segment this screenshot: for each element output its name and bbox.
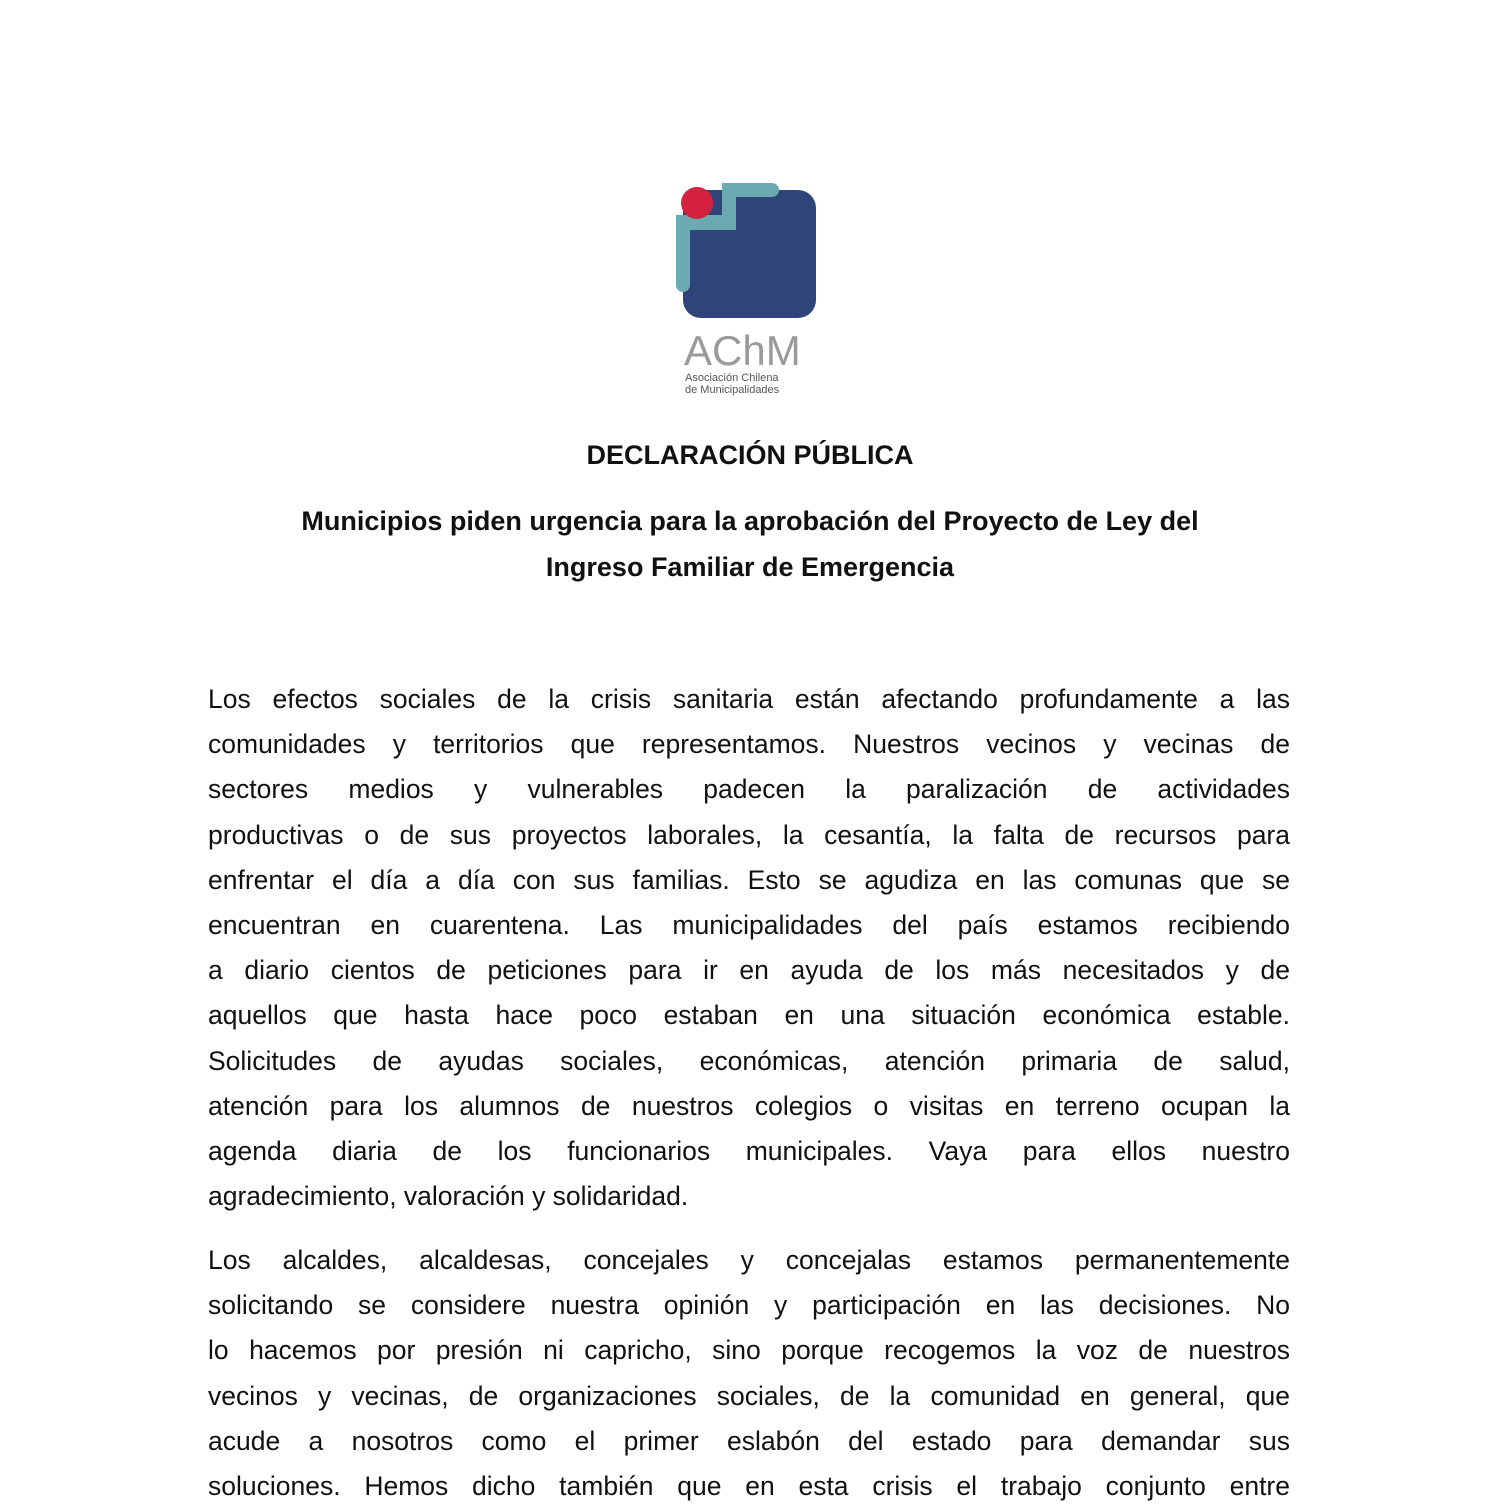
paragraph-1: [208, 677, 1290, 1219]
paragraph-line: Los efectos sociales de la crisis sanitaria están afectando profundamente a las: [208, 684, 1290, 714]
paragraph-line: solicitando se considere nuestra opinión y participación en las decisiones. No: [208, 1290, 1290, 1321]
paragraph-line: agradecimiento, valoración y solidaridad.: [208, 1181, 689, 1212]
paragraph-line: agenda diaria de los funcionarios municipales. Vaya para ellos nuestro: [208, 1135, 1290, 1166]
logo-name-line1: Asociación Chilena: [685, 372, 779, 384]
paragraph-line: aquellos que hasta hace poco estaban en una situación económica estable.: [208, 1000, 1290, 1031]
achm-logo: [660, 175, 840, 415]
achm-logo-mark: [660, 175, 840, 415]
paragraph-line: a diario cientos de peticiones para ir en ayuda de los más necesitados y de: [208, 955, 1290, 986]
paragraph-line: vecinos y vecinas, de organizaciones sociales, de la comunidad en general, que: [208, 1380, 1290, 1411]
paragraph-line: atención para los alumnos de nuestros colegios o visitas en terreno ocupan la: [208, 1090, 1290, 1121]
paragraph-line: Solicitudes de ayudas sociales, económicas, atención primaria de salud,: [208, 1045, 1290, 1076]
paragraph-line: acude a nosotros como el primer eslabón del estado para demandar sus: [208, 1425, 1290, 1456]
subtitle-line-2: Ingreso Familiar de Emergencia: [545, 552, 955, 582]
paragraph-line: productivas o de sus proyectos laborales, la cesantía, la falta de recursos para: [208, 819, 1290, 850]
paragraph-line: soluciones. Hemos dicho también que en esta crisis el trabajo conjunto entre: [208, 1470, 1290, 1501]
paragraph-line: enfrentar el día a día con sus familias. Esto se agudiza en las comunas que se: [208, 864, 1290, 895]
page-heading: DECLARACIÓN PÚBLICA: [586, 440, 914, 470]
logo-acronym: AChM: [684, 327, 801, 374]
paragraph-line: Los alcaldes, alcaldesas, concejales y concejalas estamos permanentemente: [208, 1245, 1290, 1275]
paragraph-2: [208, 1238, 1290, 1509]
logo-name-line2: de Municipalidades: [685, 384, 780, 396]
subtitle-line-1: Municipios piden urgencia para la aprobación del Proyecto de Ley del: [301, 506, 1199, 536]
paragraph-line: sectores medios y vulnerables padecen la paralización de actividades: [208, 774, 1290, 805]
paragraph-line: lo hacemos por presión ni capricho, sino porque recogemos la voz de nuestros: [208, 1335, 1290, 1366]
paragraph-line: encuentran en cuarentena. Las municipalidades del país estamos recibiendo: [208, 909, 1290, 940]
paragraph-line: comunidades y territorios que representamos. Nuestros vecinos y vecinas de: [208, 729, 1290, 760]
